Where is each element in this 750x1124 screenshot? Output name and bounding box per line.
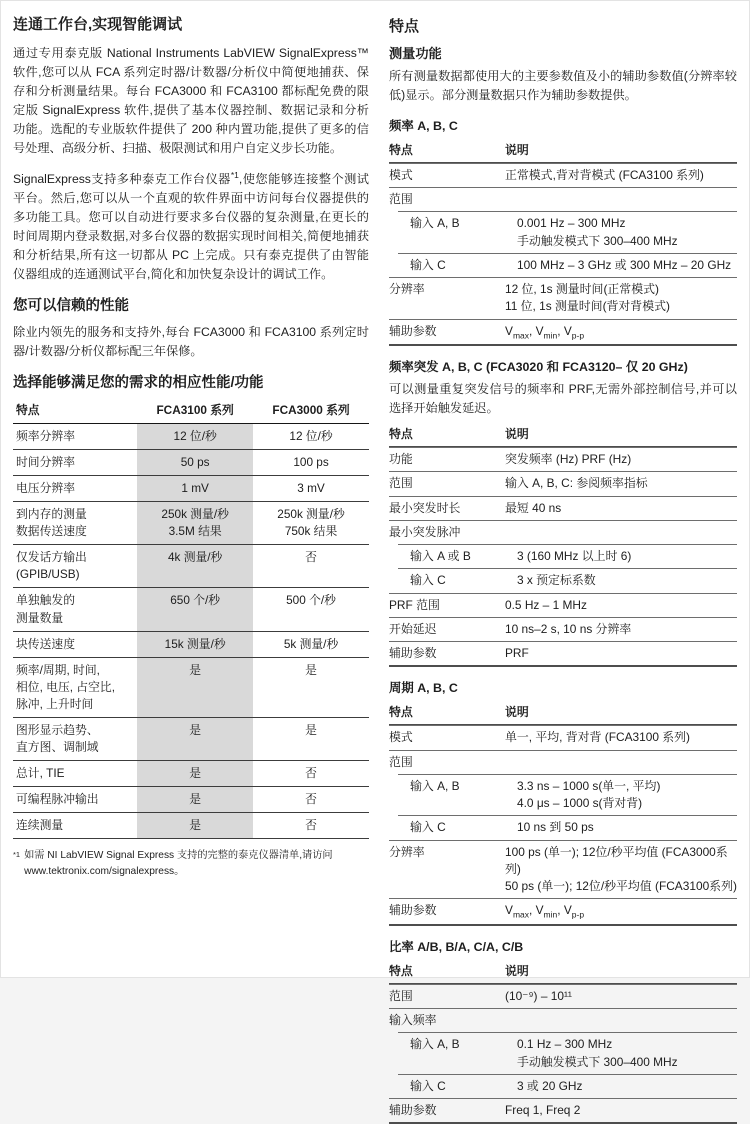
spec-row-value: 100 ps (单一); 12位/秒平均值 (FCA3000系列) 50 ps (单一); 12位/秒平均值 (FCA3100系列) xyxy=(505,844,737,894)
spec-row xyxy=(389,984,737,1008)
spec-row-label: 输入 C xyxy=(410,1078,446,1093)
feature-cell: 块传送速度 xyxy=(13,631,137,657)
spec-row xyxy=(389,423,737,447)
spec-row xyxy=(389,641,737,665)
fca3100-value-cell: 是 xyxy=(137,787,253,813)
spec-row-value: Freq 1, Freq 2 xyxy=(505,1103,581,1118)
spec-section-title: 比率 A/B, B/A, C/A, C/B xyxy=(389,939,524,954)
spec-row-label: 输入频率 xyxy=(389,1013,437,1028)
spec-row xyxy=(389,701,737,725)
footnote-line1: 如需 NI LabVIEW Signal Express 支持的完整的泰克仪器清单,请访问 xyxy=(24,850,333,862)
spec-sections xyxy=(389,118,737,1124)
warranty-paragraph: 除业内领先的服务和支持外,每台 FCA3000 和 FCA3100 系列定时器/计数器/分析仪都标配三年保修。 xyxy=(13,324,369,358)
spec-row-value: 3 x 预定标系数 xyxy=(517,573,596,588)
spec-row-label: 最小突发脉冲 xyxy=(389,524,461,539)
spec-row-label: 范围 xyxy=(389,476,413,491)
spec-row-value: 0.5 Hz – 1 MHz xyxy=(505,597,587,612)
spec-row xyxy=(389,187,737,211)
spec-row-value: 100 MHz – 3 GHz 或 300 MHz – 20 GHz xyxy=(517,257,732,272)
fca3000-value-cell: 否 xyxy=(253,813,369,839)
spec-row xyxy=(389,617,737,641)
feature-cell: 总计, TIE xyxy=(13,761,137,787)
spec-section xyxy=(389,359,737,667)
spec-row xyxy=(389,593,737,617)
spec-row-label: 输入 C xyxy=(410,257,446,272)
spec-row-label: 辅助参数 xyxy=(389,903,437,918)
table-row xyxy=(13,545,369,588)
table-row xyxy=(13,588,369,631)
spec-row-label: 输入 C xyxy=(410,820,446,835)
spec-row-label: 特点 xyxy=(389,426,413,441)
spec-row-value: (10⁻⁹) – 10¹¹ xyxy=(505,988,572,1003)
fca3000-value-cell: 5k 测量/秒 xyxy=(253,631,369,657)
spec-row-label: 范围 xyxy=(389,988,413,1003)
table-row xyxy=(13,502,369,545)
performance-table-header xyxy=(13,400,369,424)
spec-table xyxy=(389,701,737,926)
spec-row-value: 输入 A, B, C: 参阅频率指标 xyxy=(505,476,648,491)
spec-section xyxy=(389,118,737,346)
feature-cell: 仅发话方输出 (GPIB/USB) xyxy=(13,545,137,588)
spec-row xyxy=(398,1032,737,1074)
fca3100-value-cell: 50 ps xyxy=(137,449,253,475)
footnote xyxy=(13,848,369,879)
fca3000-value-cell: 否 xyxy=(253,545,369,588)
spec-row xyxy=(389,496,737,520)
spec-row-label: 分辨率 xyxy=(389,282,425,297)
spec-row-value: 10 ns 到 50 ps xyxy=(517,820,594,835)
table-row xyxy=(13,475,369,501)
spec-row xyxy=(389,520,737,544)
table-row xyxy=(13,813,369,839)
table-row xyxy=(13,423,369,449)
spec-row xyxy=(398,774,737,816)
spec-row-value: PRF xyxy=(505,646,529,661)
spec-row xyxy=(389,960,737,984)
spec-row-label: 输入 A, B xyxy=(410,216,460,231)
spec-section-title: 周期 A, B, C xyxy=(389,681,458,696)
fca3000-value-cell: 是 xyxy=(253,718,369,761)
spec-row-value: 0.1 Hz – 300 MHz 手动触发模式下 300–400 MHz xyxy=(517,1037,678,1069)
spec-row xyxy=(398,568,737,592)
feature-cell: 电压分辨率 xyxy=(13,475,137,501)
feature-cell: 时间分辨率 xyxy=(13,449,137,475)
spec-row-value: 最短 40 ns xyxy=(505,500,562,515)
spec-section-intro: 可以测量重复突发信号的频率和 PRF,无需外部控制信号,并可以选择开始触发延迟。 xyxy=(389,381,737,415)
fca3100-value-cell: 650 个/秒 xyxy=(137,588,253,631)
feature-cell: 频率分辨率 xyxy=(13,423,137,449)
spec-row-label: 辅助参数 xyxy=(389,323,437,338)
fca3100-value-cell: 是 xyxy=(137,813,253,839)
measurement-functions-paragraph: 所有测量数据都使用大的主要参数值及小的辅助参数值(分辨率较低)显示。部分测量数据只作为辅助参数提供。 xyxy=(389,69,737,102)
table-row xyxy=(13,631,369,657)
spec-row-value: 10 ns–2 s, 10 ns 分辨率 xyxy=(505,621,632,636)
spec-row-value: 说明 xyxy=(505,963,529,978)
spec-row-value: 3 或 20 GHz xyxy=(517,1078,583,1093)
feature-cell: 单独触发的 测量数量 xyxy=(13,588,137,631)
spec-table xyxy=(389,960,737,1124)
spec-row xyxy=(398,211,737,253)
spec-row-label: 范围 xyxy=(389,754,413,769)
spec-table xyxy=(389,139,737,347)
fca3100-value-cell: 250k 测量/秒 3.5M 结果 xyxy=(137,502,253,545)
spec-row xyxy=(398,1074,737,1098)
fca3000-value-cell: 否 xyxy=(253,761,369,787)
spec-section-title: 频率 A, B, C xyxy=(389,118,458,133)
spec-row xyxy=(389,898,737,924)
spec-row-value: $V_{max}$, $V_{min}$, $V_{p-p}$ xyxy=(505,903,585,920)
footnote-marker: *1 xyxy=(13,850,21,860)
spec-row-value: 说明 xyxy=(505,142,529,157)
spec-section xyxy=(389,939,737,1124)
fca3000-value-cell: 是 xyxy=(253,657,369,717)
spec-row xyxy=(389,840,737,899)
spec-row-value: 突发频率 (Hz) PRF (Hz) xyxy=(505,452,632,467)
spec-row xyxy=(398,253,737,277)
performance-comparison-table xyxy=(13,400,369,840)
spec-row-value: 单一, 平均, 背对背 (FCA3100 系列) xyxy=(505,730,690,745)
fca3000-value-cell: 3 mV xyxy=(253,475,369,501)
right-column xyxy=(389,13,737,1118)
section-heading-performance-trust: 您可以信赖的性能 xyxy=(13,297,129,314)
table-row xyxy=(13,761,369,787)
spec-row-value: $V_{max}$, $V_{min}$, $V_{p-p}$ xyxy=(505,323,585,340)
spec-row-label: 输入 A 或 B xyxy=(410,549,471,564)
spec-row-label: 模式 xyxy=(389,167,413,182)
footnote-text xyxy=(24,848,333,879)
table-row xyxy=(13,718,369,761)
spec-row xyxy=(389,277,737,319)
section-heading-connected-workbench: 连通工作台,实现智能调试 xyxy=(13,16,183,33)
fca3000-value-cell: 否 xyxy=(253,787,369,813)
spec-row-label: 功能 xyxy=(389,452,413,467)
spec-row xyxy=(389,1098,737,1122)
left-column xyxy=(13,13,369,967)
performance-table-body xyxy=(13,423,369,839)
feature-cell: 到内存的测量 数据传送速度 xyxy=(13,502,137,545)
table-header-row xyxy=(13,400,369,424)
spec-table xyxy=(389,423,737,668)
spec-row xyxy=(389,725,737,749)
spec-row-label: PRF 范围 xyxy=(389,597,440,612)
spec-row-label: 分辨率 xyxy=(389,844,425,859)
spec-row-label: 范围 xyxy=(389,192,413,207)
table-row xyxy=(13,657,369,717)
measurement-functions-heading: 测量功能 xyxy=(389,46,442,61)
spec-row-label: 最小突发时长 xyxy=(389,500,461,515)
spec-row-value: 说明 xyxy=(505,705,529,720)
spec-row xyxy=(389,447,737,471)
fca3000-value-cell: 100 ps xyxy=(253,449,369,475)
column-header-fca3100: FCA3100 系列 xyxy=(137,400,253,424)
column-header-fca3000: FCA3000 系列 xyxy=(253,400,369,424)
intro-paragraph: 通过专用泰克版 National Instruments LabVIEW SignalExpress™ 软件,您可以从 FCA 系列定时器/计数器/分析仪中简便地捕获、保存和分析测量结果。每台 FCA3000 和 FCA3100 都标配免费的限定版 SignalExpress 软件,提供了基本仪器控制、数据记录和分析功能。选配的专业版软件提供了 200 种内置功能,提供了更多的信号处理、高级分析、扫描、极限测试和用户自定义步长功能。 xyxy=(13,45,369,155)
fca3000-value-cell: 12 位/秒 xyxy=(253,423,369,449)
fca3100-value-cell: 1 mV xyxy=(137,475,253,501)
fca3100-value-cell: 是 xyxy=(137,657,253,717)
spec-row-value: 正常模式,背对背模式 (FCA3100 系列) xyxy=(505,167,704,182)
feature-cell: 频率/周期, 时间, 相位, 电压, 占空比, 脉冲, 上升时间 xyxy=(13,657,137,717)
spec-row-label: 输入 A, B xyxy=(410,778,460,793)
spec-row-label: 模式 xyxy=(389,730,413,745)
spec-row-label: 输入 A, B xyxy=(410,1037,460,1052)
signalexpress-paragraph-pre: SignalExpress支持多种泰克工作台仪器 xyxy=(13,171,231,186)
spec-section-title: 频率突发 A, B, C (FCA3020 和 FCA3120– 仅 20 GHz) xyxy=(389,360,688,375)
spec-row-value: 3.3 ns – 1000 s(单一, 平均) 4.0 μs – 1000 s(背对背) xyxy=(517,778,661,811)
spec-section xyxy=(389,680,737,926)
fca3100-value-cell: 4k 测量/秒 xyxy=(137,545,253,588)
spec-row xyxy=(389,1008,737,1032)
spec-row-label: 特点 xyxy=(389,705,413,720)
feature-cell: 可编程脉冲输出 xyxy=(13,787,137,813)
features-heading: 特点 xyxy=(389,18,420,35)
spec-row xyxy=(398,815,737,839)
spec-row xyxy=(389,319,737,345)
table-row xyxy=(13,787,369,813)
spec-row-label: 辅助参数 xyxy=(389,1103,437,1118)
footnote-ref-marker: *1 xyxy=(230,169,239,180)
spec-row xyxy=(389,750,737,774)
fca3100-value-cell: 是 xyxy=(137,718,253,761)
spec-row-value: 说明 xyxy=(505,426,529,441)
column-header-feature: 特点 xyxy=(13,400,137,424)
fca3100-value-cell: 是 xyxy=(137,761,253,787)
footnote-url: www.tektronix.com/signalexpress。 xyxy=(24,865,185,877)
section-heading-choose-performance: 选择能够满足您的需求的相应性能/功能 xyxy=(13,374,264,391)
spec-row-value: 12 位, 1s 测量时间(正常模式) 11 位, 1s 测量时间(背对背模式) xyxy=(505,282,670,314)
spec-row xyxy=(398,544,737,568)
fca3000-value-cell: 250k 测量/秒 750k 结果 xyxy=(253,502,369,545)
spec-row xyxy=(389,139,737,163)
fca3100-value-cell: 15k 测量/秒 xyxy=(137,631,253,657)
feature-cell: 连续测量 xyxy=(13,813,137,839)
fca3100-value-cell: 12 位/秒 xyxy=(137,423,253,449)
signalexpress-paragraph xyxy=(13,169,369,284)
signalexpress-paragraph-post: ,使您能够连接整个测试平台。然后,您可以从一个直观的软件界面中访问每台仪器提供的多功能工具。您可以自动进行要求多台仪器的复杂测量,在更长的时间周期内登录数据,对多台仪器的数据实现时间相关,简便地捕获和分析结果,所有这一切都从 PC 上完成。只有泰克提供了由智能仪器组成的连通测试平台,简化和加快复杂设计的调试工作。 xyxy=(13,171,369,281)
spec-row-label: 辅助参数 xyxy=(389,646,437,661)
table-row xyxy=(13,449,369,475)
spec-row-label: 特点 xyxy=(389,142,413,157)
feature-cell: 图形显示趋势、 直方图、调制域 xyxy=(13,718,137,761)
spec-row xyxy=(389,471,737,495)
spec-row-value: 3 (160 MHz 以上时 6) xyxy=(517,549,632,564)
spec-row-value: 0.001 Hz – 300 MHz 手动触发模式下 300–400 MHz xyxy=(517,216,678,248)
spec-row-label: 特点 xyxy=(389,963,413,978)
spec-row-label: 开始延迟 xyxy=(389,621,437,636)
spec-row xyxy=(389,163,737,187)
fca3000-value-cell: 500 个/秒 xyxy=(253,588,369,631)
spec-row-label: 输入 C xyxy=(410,573,446,588)
